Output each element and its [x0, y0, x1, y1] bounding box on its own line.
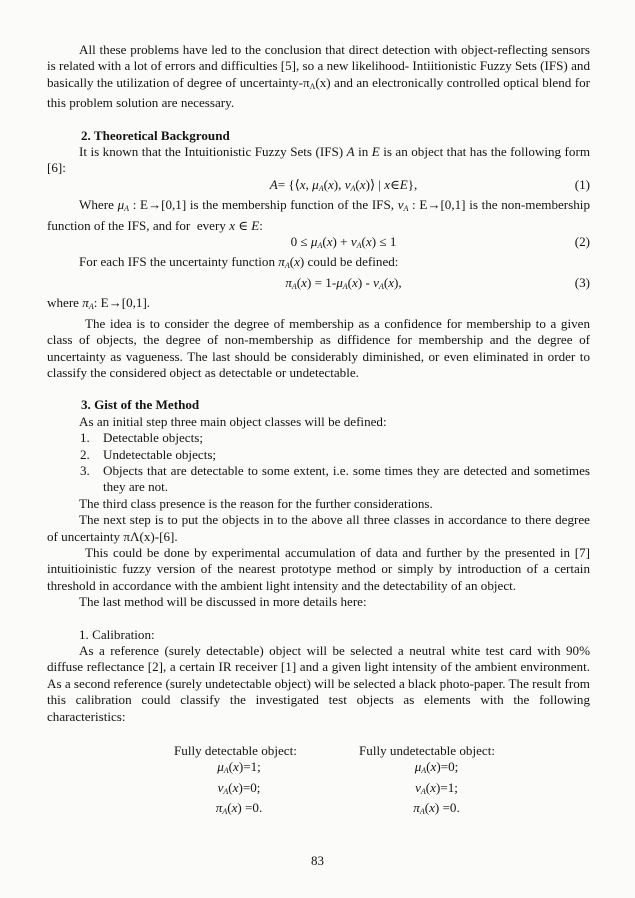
- equation-1-number: (1): [574, 176, 590, 192]
- ifs-definition-paragraph: It is known that the Intuitionistic Fuzzy Sets (IFS) A in E is an object that has the following form [6]:: [47, 144, 591, 176]
- section-3-heading: 3. Gist of the Method: [81, 397, 200, 413]
- list-item: 2. Undetectable objects;: [80, 446, 217, 462]
- last-method-text: The last method will be discussed in more details here:: [79, 594, 367, 610]
- fully-detectable-column: Fully detectable object: $\mu_A(x)=1$; $\nu_A(x)=0$; $\pi_A(x) =0$.: [174, 743, 297, 817]
- paper-page: [47, 42, 590, 821]
- uncertainty-text: For each IFS the uncertainty function $\pi_A(x)$ could be defined:: [79, 254, 399, 271]
- third-class-text: The third class presence is the reason for the further considerations.: [79, 495, 433, 511]
- equation-2: $0 \le \mu_A(x) + \nu_A(x) \le 1$ (2): [290, 234, 590, 251]
- intro-paragraph: All these problems have led to the conclusion that direct detection with object-reflecting sensors is related with a lot of errors and difficulties [5], so a new likelihood- Intiitionistic Fuzzy Sets (IFS) and basically the utilization of degree of uncertainty-$\pi_\Lambda(x)$ and an electronically controlled optical blend for this problem solution are necessary.: [47, 42, 590, 111]
- fully-undetectable-column: Fully undetectable object: $\mu_A(x)=0$; $\nu_A(x)=1$; $\pi_A(x) =0$.: [359, 743, 495, 817]
- next-step-text: The next step is to put the objects in to the above all three classes in accordance to there degree of uncertainty πΛ(x)-[6].: [47, 512, 590, 544]
- equation-1: A= {⟨x, $\mu_A(x)$, $\nu_A(x)⟩$ | x∈E}, (1): [269, 176, 590, 193]
- calibration-paragraph: As a reference (surely detectable) object will be selected a neutral white test card with 90% diffuse reflectance [2], a certain IR receiver [1] and a given light intensity of the ambient environment. As a second reference (surely undetectable object) will be selected a black photo-paper. The result from this calibration could classify the investigated test objects as elements with the following characteristics:: [47, 643, 590, 724]
- idea-paragraph: The idea is to consider the degree of membership as a confidence for membership to a given class of objects, the degree of non-membership as diffidence for membership and the degree of uncertainty as vagueness. The last should be considerably diminished, or even eliminated in order to classify the considered object as detectable or undetectable.: [47, 315, 590, 380]
- object-classes-list: [80, 430, 590, 496]
- equation-3: $\pi_A(x) = 1-\mu_A(x) - \nu_A(x)$, (3): [285, 274, 590, 291]
- list-item: 1. Detectable objects;: [80, 430, 203, 446]
- could-be-done-paragraph: This could be done by experimental accumulation of data and further by the presented in [7] intuitioinistic fuzzy version of the nearest prototype method or simply by introduction of a certain threshold in accordance with the ambient light intensity and the detectability of an object.: [47, 544, 590, 593]
- equation-2-number: (2): [574, 234, 590, 250]
- list-item: 3. Objects that are detectable to some extent, i.e. some times they are detected and sometimes they are not.: [80, 462, 590, 495]
- calibration-heading: 1. Calibration:: [79, 626, 155, 642]
- section-3-intro: As an initial step three main object classes will be defined:: [79, 413, 387, 429]
- membership-definition: Where $\mu_A$ : E→[0,1] is the membership function of the IFS, $\nu_A$ : E→[0,1] is the non-membership function of the IFS, and for every x ∈ E:: [47, 197, 590, 233]
- equation-3-number: (3): [574, 274, 590, 290]
- section-2-heading: 2. Theoretical Background: [81, 127, 230, 143]
- page-number: 83: [311, 853, 324, 868]
- where-pi-text: where $\pi_A$: E→[0,1].: [47, 295, 151, 312]
- characteristics-columns: [174, 743, 590, 821]
